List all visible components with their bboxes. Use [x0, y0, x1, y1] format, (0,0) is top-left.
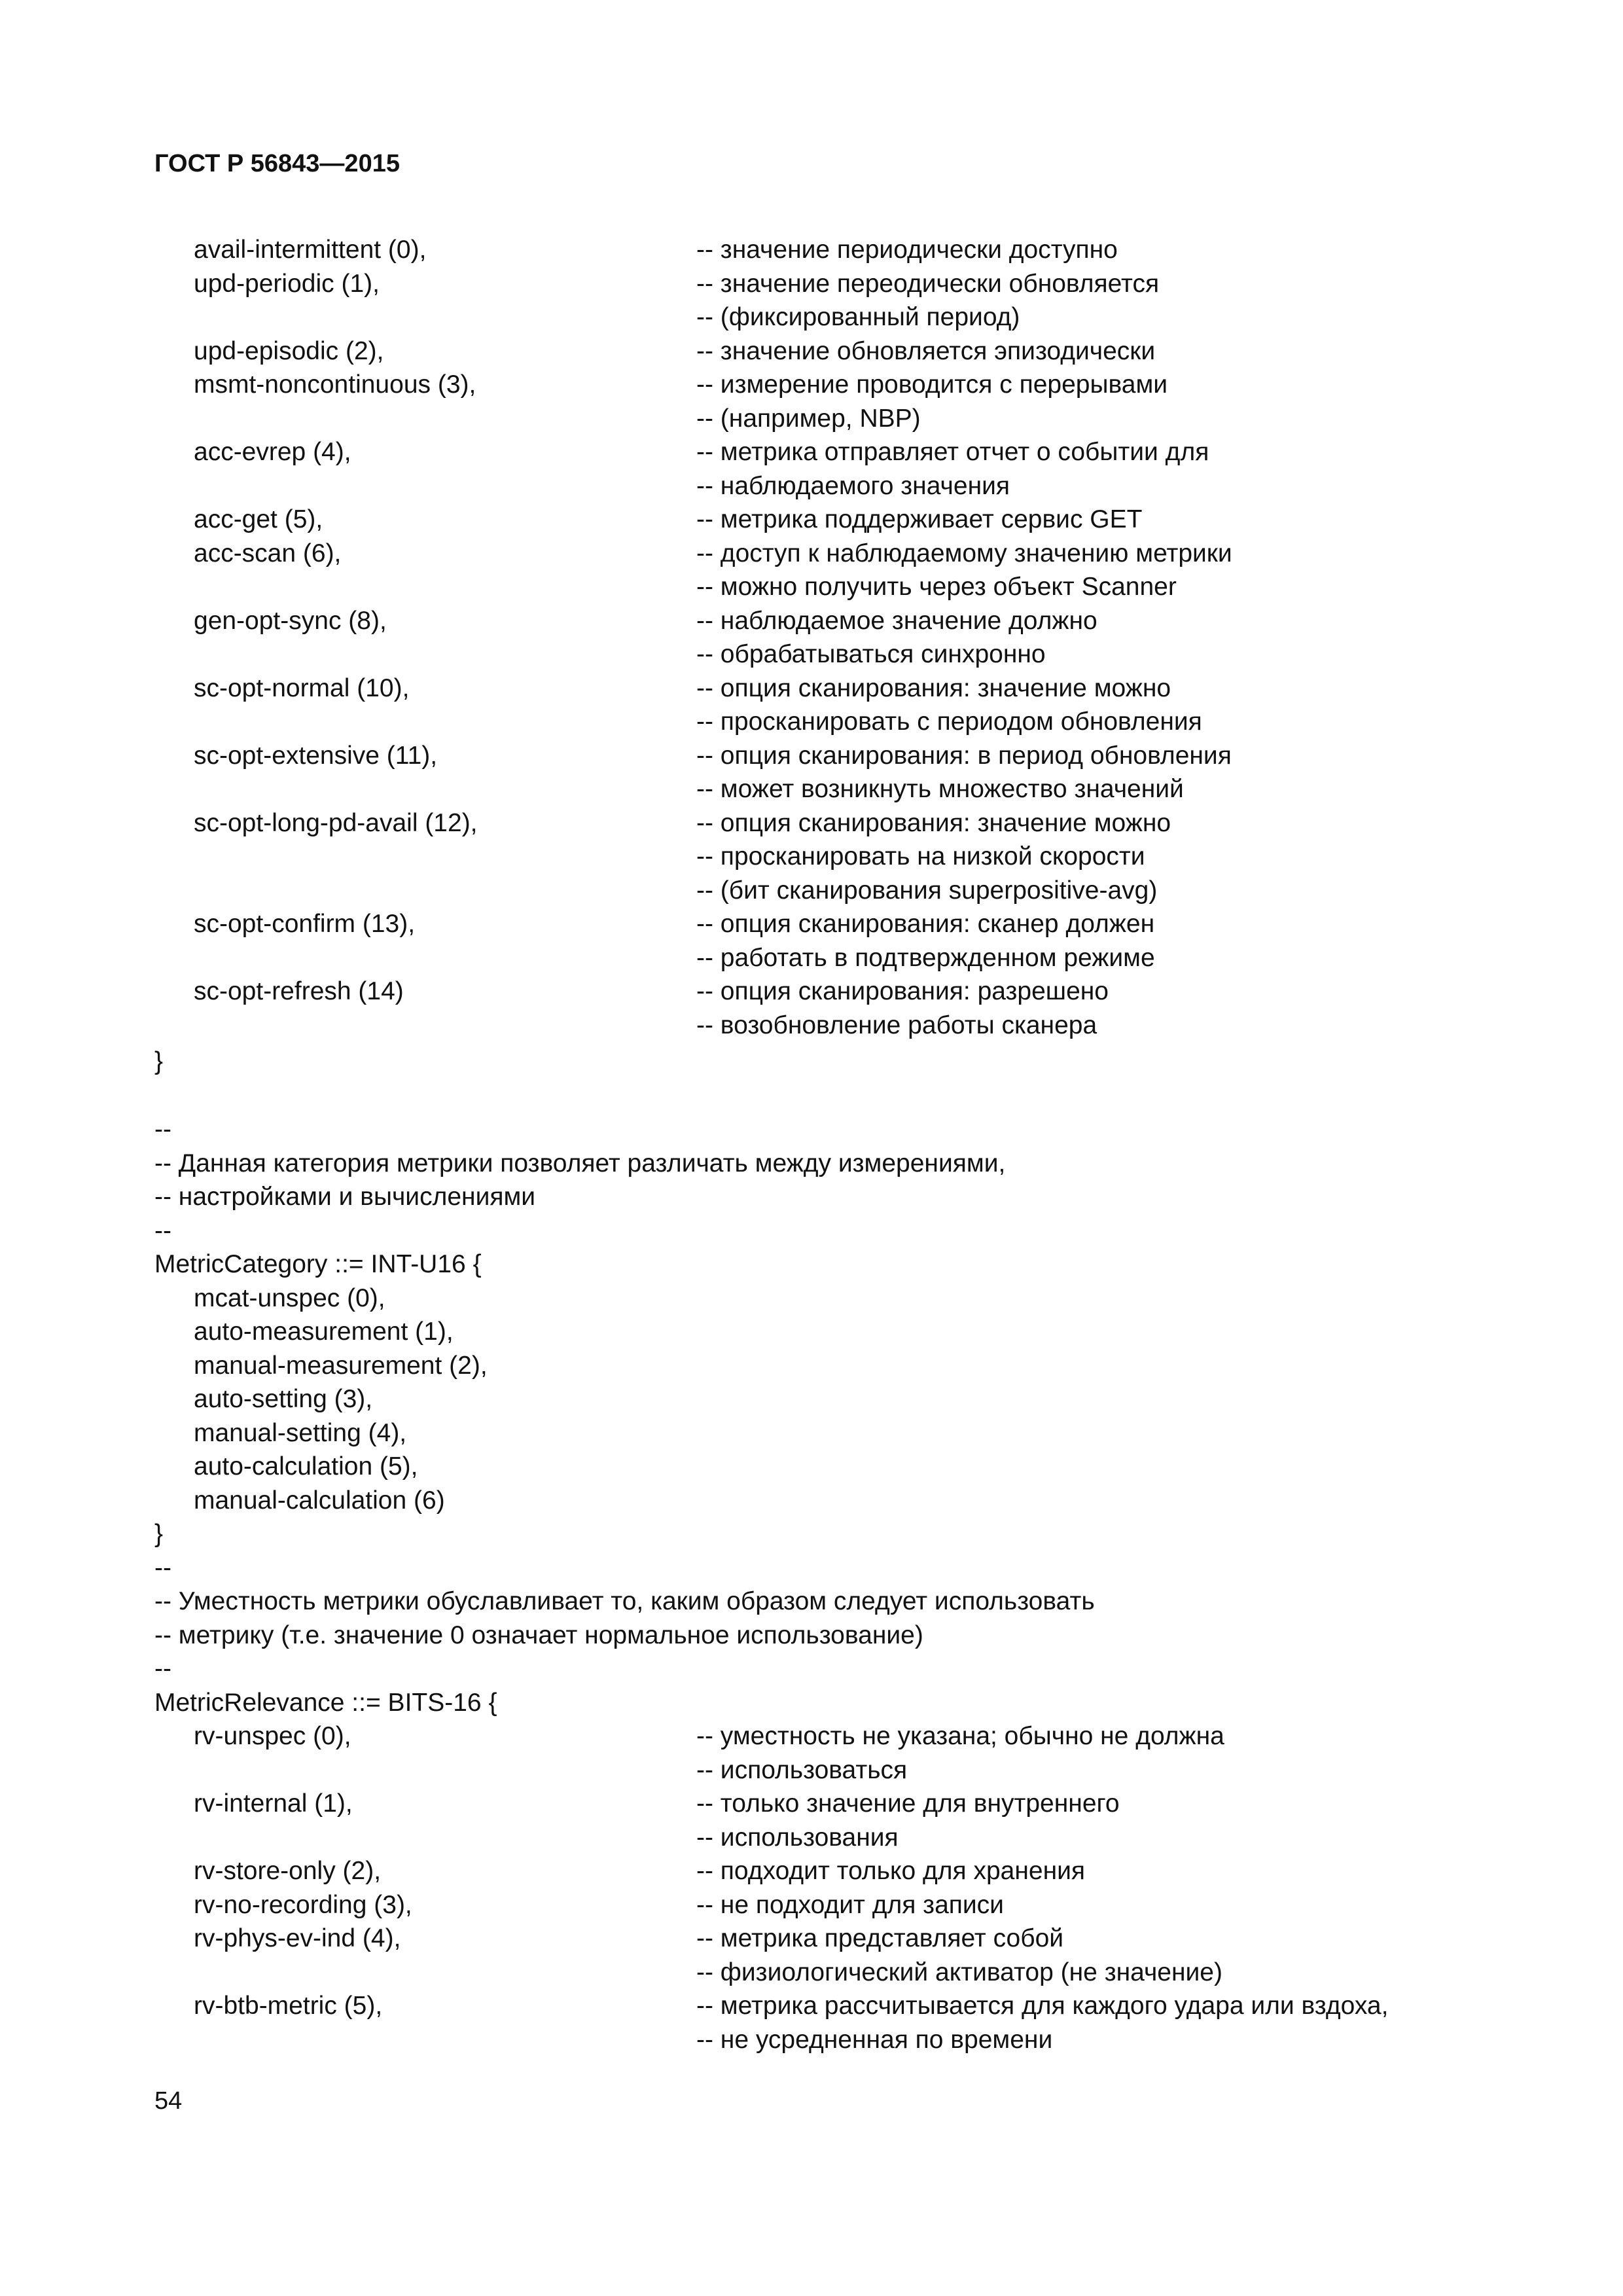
page-number: 54	[154, 2087, 183, 2115]
document-header: ГОСТ Р 56843—2015	[154, 150, 400, 177]
code-comment: -- обрабатываться синхронно	[696, 640, 1046, 668]
code-row	[0, 368, 1623, 402]
code-row	[0, 300, 1623, 334]
code-comment: -- опция сканирования: в период обновления	[696, 741, 1232, 770]
enum-item: mcat-unspec (0),	[194, 1283, 385, 1312]
code-text: sc-opt-long-pd-avail (12),	[194, 808, 478, 837]
code-text: gen-opt-sync (8),	[194, 606, 387, 635]
code-comment: -- не усредненная по времени	[696, 2025, 1053, 2054]
close-brace: }	[154, 1520, 164, 1548]
code-row	[0, 1956, 1623, 1990]
code-row	[0, 637, 1623, 672]
code-comment: -- возобновление работы сканера	[696, 1011, 1097, 1039]
code-comment: -- использования	[696, 1823, 899, 1852]
code-row	[0, 739, 1623, 773]
code-row	[0, 233, 1623, 267]
code-row	[0, 503, 1623, 537]
code-row	[0, 874, 1623, 908]
code-text: rv-no-recording (3),	[194, 1890, 412, 1919]
enum-item: auto-measurement (1),	[194, 1318, 454, 1346]
code-row	[0, 840, 1623, 874]
code-text: rv-internal (1),	[194, 1789, 353, 1818]
code-row	[0, 806, 1623, 840]
code-comment: -- можно получить через объект Scanner	[696, 573, 1177, 601]
enum-item: manual-setting (4),	[194, 1418, 407, 1447]
code-row	[0, 705, 1623, 739]
comment-line: -- настройками и вычислениями	[154, 1183, 536, 1211]
code-comment: -- использоваться	[696, 1755, 908, 1784]
code-text: avail-intermittent (0),	[194, 236, 427, 264]
code-comment: -- метрика представляет собой	[696, 1924, 1064, 1952]
code-row	[0, 672, 1623, 706]
code-row	[0, 570, 1623, 604]
code-comment: -- доступ к наблюдаемому значению метрики	[696, 539, 1232, 567]
code-text: sc-opt-extensive (11),	[194, 741, 438, 770]
code-row	[0, 1922, 1623, 1956]
code-comment: -- физиологический активатор (не значение)	[696, 1958, 1222, 1986]
code-comment: -- (бит сканирования superpositive-avg)	[696, 876, 1158, 905]
code-row	[0, 1753, 1623, 1787]
code-text: rv-phys-ev-ind (4),	[194, 1924, 401, 1952]
code-row	[0, 975, 1623, 1009]
code-text: rv-btb-metric (5),	[194, 1992, 383, 2020]
code-row	[0, 941, 1623, 975]
code-text: acc-get (5),	[194, 505, 323, 533]
code-comment: -- не подходит для записи	[696, 1890, 1004, 1919]
code-comment: -- измерение проводится с перерывами	[696, 370, 1168, 399]
code-row	[0, 537, 1623, 571]
comment-line: -- Данная категория метрики позволяет различать между измерениями,	[154, 1149, 1006, 1177]
code-comment: -- метрика рассчитывается для каждого удара или вздоха,	[696, 1992, 1389, 2020]
code-comment: -- наблюдаемое значение должно	[696, 606, 1097, 635]
code-row	[0, 604, 1623, 638]
enum-item: auto-setting (3),	[194, 1385, 373, 1413]
code-comment: -- метрика отправляет отчет о событии для	[696, 438, 1209, 466]
code-text: sc-opt-confirm (13),	[194, 910, 416, 938]
type-declaration: MetricCategory ::= INT-U16 {	[154, 1250, 482, 1278]
code-comment: -- значение переодически обновляется	[696, 269, 1160, 298]
code-comment: -- (например, NBP)	[696, 404, 921, 433]
enum-item: auto-calculation (5),	[194, 1452, 418, 1480]
code-row	[0, 334, 1623, 368]
code-comment: -- может возникнуть множество значений	[696, 775, 1184, 803]
code-comment: -- опция сканирования: сканер должен	[696, 910, 1155, 938]
comment-line: -- метрику (т.е. значение 0 означает нормальное использование)	[154, 1621, 923, 1649]
code-row	[0, 1787, 1623, 1821]
code-text: rv-store-only (2),	[194, 1857, 382, 1885]
code-comment: -- только значение для внутреннего	[696, 1789, 1120, 1818]
code-comment: -- просканировать с периодом обновления	[696, 708, 1202, 736]
code-comment: -- опция сканирования: разрешено	[696, 977, 1109, 1005]
code-row	[0, 469, 1623, 503]
code-row	[0, 435, 1623, 469]
comment-line: --	[154, 1655, 171, 1683]
code-row	[0, 1719, 1623, 1753]
code-text: sc-opt-normal (10),	[194, 673, 410, 702]
code-comment: -- метрика поддерживает сервис GET	[696, 505, 1143, 533]
enum-item: manual-measurement (2),	[194, 1351, 488, 1380]
code-comment: -- уместность не указана; обычно не должна	[696, 1722, 1224, 1750]
code-comment: -- значение периодически доступно	[696, 236, 1118, 264]
code-comment: -- подходит только для хранения	[696, 1857, 1086, 1885]
type-declaration: MetricRelevance ::= BITS-16 {	[154, 1688, 497, 1717]
code-comment: -- (фиксированный период)	[696, 303, 1020, 331]
code-comment: -- опция сканирования: значение можно	[696, 673, 1171, 702]
code-row	[0, 1854, 1623, 1888]
code-text: msmt-noncontinuous (3),	[194, 370, 476, 399]
code-row	[0, 1888, 1623, 1922]
enum-item: manual-calculation (6)	[194, 1486, 445, 1515]
comment-line: -- Уместность метрики обуславливает то, каким образом следует использовать	[154, 1587, 1095, 1615]
code-row	[0, 1821, 1623, 1855]
code-text: upd-episodic (2),	[194, 336, 384, 365]
code-text: rv-unspec (0),	[194, 1722, 351, 1750]
code-row	[0, 2023, 1623, 2057]
comment-line: --	[154, 1216, 171, 1245]
code-text: acc-evrep (4),	[194, 438, 351, 466]
code-text: sc-opt-refresh (14)	[194, 977, 404, 1005]
code-comment: -- значение обновляется эпизодически	[696, 336, 1156, 365]
code-row	[0, 772, 1623, 806]
code-text: upd-periodic (1),	[194, 269, 380, 298]
comment-line: --	[154, 1115, 171, 1143]
code-comment: -- наблюдаемого значения	[696, 471, 1010, 500]
block1-close-brace: }	[154, 1047, 164, 1075]
code-comment: -- просканировать на низкой скорости	[696, 842, 1145, 870]
code-row	[0, 907, 1623, 941]
comment-line: --	[154, 1553, 171, 1582]
code-row	[0, 1009, 1623, 1043]
code-comment: -- работать в подтвержденном режиме	[696, 943, 1155, 972]
code-row	[0, 402, 1623, 436]
code-row	[0, 267, 1623, 301]
code-text: acc-scan (6),	[194, 539, 342, 567]
code-row	[0, 1989, 1623, 2023]
code-comment: -- опция сканирования: значение можно	[696, 808, 1171, 837]
